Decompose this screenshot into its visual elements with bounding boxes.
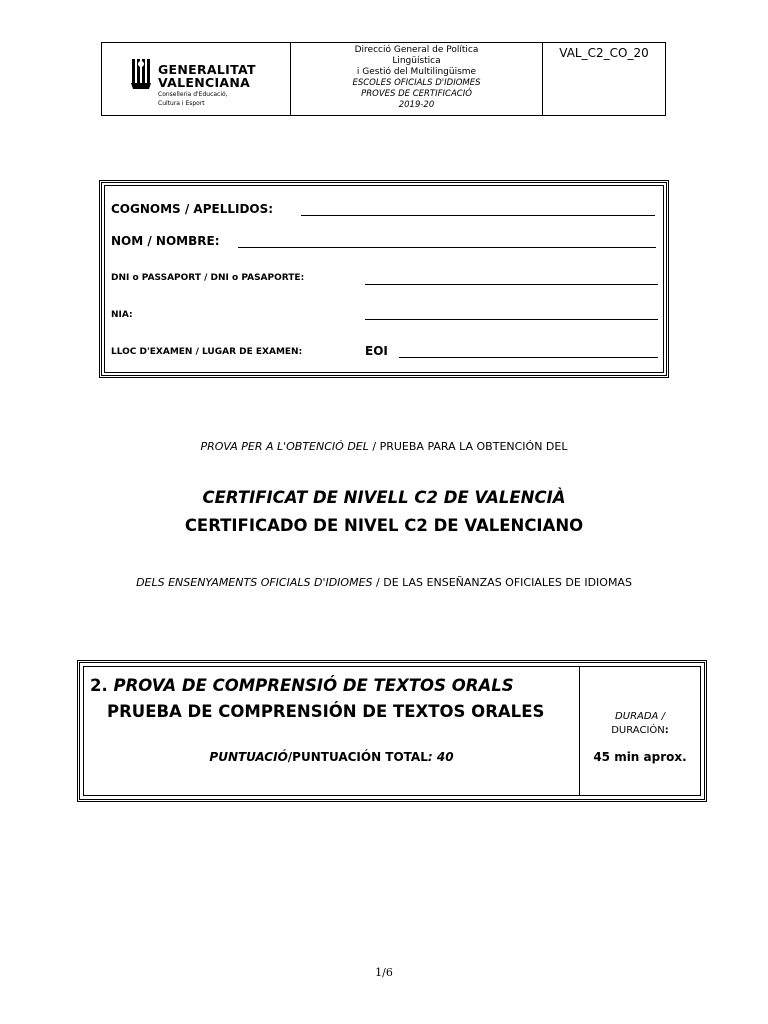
candidate-info-box: [99, 180, 669, 378]
score-value: 40: [436, 750, 454, 764]
logo-text: [158, 63, 256, 107]
header-logo-cell: [102, 43, 291, 115]
logo-sub1: Conselleria d'Educació,: [158, 91, 228, 98]
duration-es: DURACIÓN: [611, 725, 665, 736]
document-code: VAL_C2_CO_20: [559, 46, 649, 60]
title-valencian: CERTIFICAT DE NIVELL C2 DE VALENCIÀ: [202, 488, 566, 507]
test-inner-frame: [83, 666, 701, 796]
dept-line1: Direcció General de Política: [354, 45, 479, 55]
dni-label: DNI o PASSAPORT / DNI o PASAPORTE:: [111, 273, 305, 283]
surname-field[interactable]: [301, 215, 655, 216]
test-name-val-line: [90, 676, 514, 695]
generalitat-logo-icon: [130, 59, 152, 89]
score-line: [84, 750, 579, 764]
subtitle-line: [0, 576, 768, 589]
test-name-es: PRUEBA DE COMPRENSIÓN DE TEXTOS ORALES: [107, 702, 545, 721]
intro-val: PROVA PER A L'OBTENCIÓ DEL: [200, 440, 369, 453]
logo-line1: GENERALITAT: [158, 62, 256, 77]
subtitle-sep: /: [376, 576, 380, 589]
dept-line6: 2019-20: [398, 100, 435, 110]
test-name-val: PROVA DE COMPRENSIÓ DE TEXTOS ORALS: [113, 676, 514, 695]
test-number: 2.: [90, 676, 108, 695]
dept-line3: i Gestió del Multilingüisme: [356, 67, 477, 77]
duration-es-line: [580, 724, 700, 738]
dept-line2: Lingüística: [392, 56, 441, 66]
dept-line4: ESCOLES OFICIALS D'IDIOMES: [352, 78, 481, 88]
surname-label: COGNOMS / APELLIDOS:: [111, 202, 274, 216]
duration-val: DURADA /: [615, 711, 665, 722]
intro-sep: /: [372, 440, 377, 453]
intro-es: PRUEBA PARA LA OBTENCIÓN DEL: [379, 440, 568, 453]
subtitle-val: DELS ENSENYAMENTS OFICIALS D'IDIOMES: [136, 576, 373, 589]
document-header: [101, 42, 666, 116]
name-field[interactable]: [238, 247, 656, 248]
logo-line2: VALENCIANA: [158, 75, 251, 90]
subtitle-es: DE LAS ENSEÑANZAS OFICIALES DE IDIOMAS: [383, 576, 632, 589]
score-sep: /: [287, 750, 293, 764]
intro-line: [0, 440, 768, 453]
dni-field[interactable]: [365, 284, 658, 285]
page-number: 1/6: [375, 966, 393, 979]
score-val: PUNTUACIÓ: [209, 750, 288, 764]
place-label: LLOC D'EXAMEN / LUGAR DE EXAMEN:: [111, 347, 303, 357]
duration-label: [580, 710, 700, 738]
nia-field[interactable]: [365, 319, 658, 320]
header-department: [291, 43, 543, 115]
title-spanish: CERTIFICADO DE NIVEL C2 DE VALENCIANO: [184, 516, 584, 535]
dept-line5: PROVES DE CERTIFICACIÓ: [361, 89, 472, 99]
score-es: PUNTUACIÓN TOTAL: [292, 750, 428, 764]
nia-label: NIA:: [111, 310, 133, 320]
duration-value: 45 min aprox.: [593, 750, 687, 764]
test-info-box: [77, 660, 707, 802]
score-colon: :: [427, 750, 433, 764]
eoi-prefix: EOI: [365, 344, 388, 358]
logo-sub2: Cultura i Esport: [158, 100, 205, 107]
name-label: NOM / NOMBRE:: [111, 234, 220, 248]
duration-colon: :: [664, 725, 669, 736]
place-field[interactable]: [399, 357, 658, 358]
